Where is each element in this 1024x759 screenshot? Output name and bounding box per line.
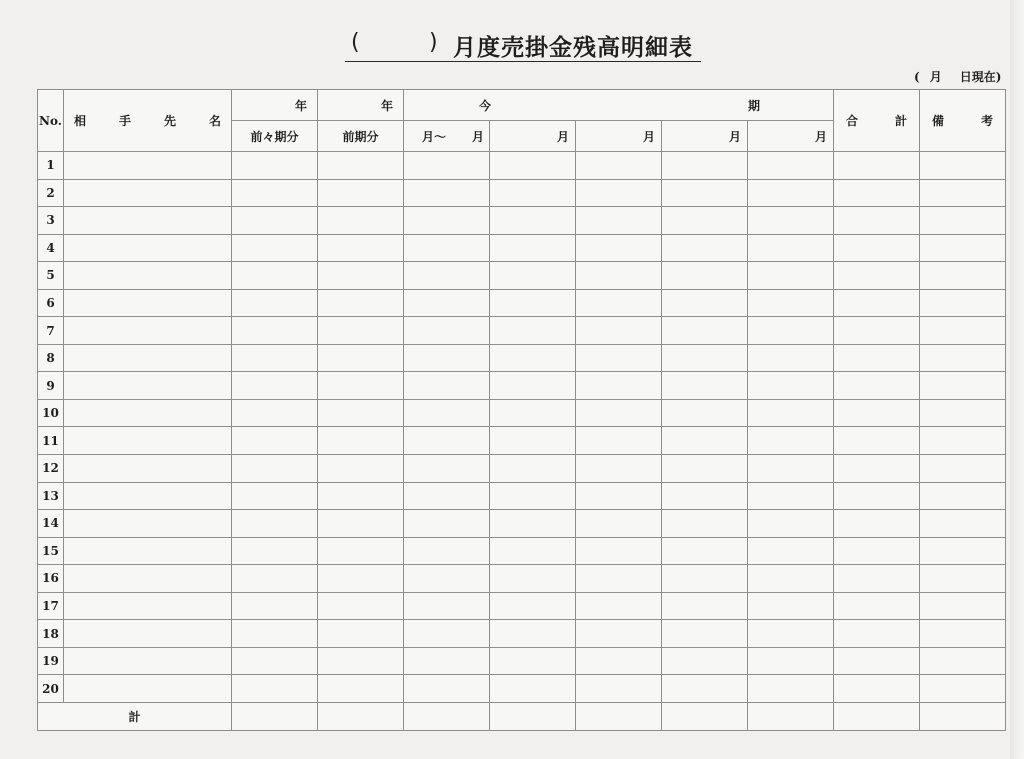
total-cell[interactable] [490, 702, 576, 730]
entry-cell[interactable] [232, 152, 318, 180]
entry-cell[interactable] [404, 620, 490, 648]
entry-cell[interactable] [404, 427, 490, 455]
entry-cell[interactable] [318, 372, 404, 400]
entry-cell[interactable] [662, 647, 748, 675]
entry-cell[interactable] [64, 179, 232, 207]
entry-cell[interactable] [232, 427, 318, 455]
row-number: 13 [38, 482, 64, 510]
entry-cell[interactable] [232, 620, 318, 648]
entry-cell[interactable] [64, 289, 232, 317]
entry-cell[interactable] [834, 510, 920, 538]
entry-cell[interactable] [748, 510, 834, 538]
entry-cell[interactable] [64, 234, 232, 262]
total-cell[interactable] [920, 702, 1006, 730]
entry-cell[interactable] [404, 565, 490, 593]
entry-cell[interactable] [576, 399, 662, 427]
entry-cell[interactable] [404, 234, 490, 262]
entry-cell[interactable] [662, 207, 748, 235]
entry-cell[interactable] [834, 207, 920, 235]
entry-cell[interactable] [404, 537, 490, 565]
header-month-2: 月 [490, 121, 576, 152]
entry-cell[interactable] [576, 179, 662, 207]
entry-cell[interactable] [404, 262, 490, 290]
entry-cell[interactable] [834, 344, 920, 372]
entry-cell[interactable] [748, 344, 834, 372]
entry-cell[interactable] [834, 565, 920, 593]
entry-cell[interactable] [576, 592, 662, 620]
entry-cell[interactable] [490, 537, 576, 565]
entry-cell[interactable] [920, 344, 1006, 372]
entry-cell[interactable] [490, 675, 576, 703]
table-row [38, 372, 1006, 400]
entry-cell[interactable] [318, 152, 404, 180]
entry-cell[interactable] [576, 510, 662, 538]
entry-cell[interactable] [318, 620, 404, 648]
entry-cell[interactable] [920, 207, 1006, 235]
row-number: 6 [38, 289, 64, 317]
table-row [38, 675, 1006, 703]
table-row [38, 262, 1006, 290]
entry-cell[interactable] [64, 647, 232, 675]
entry-cell[interactable] [834, 179, 920, 207]
entry-cell[interactable] [834, 289, 920, 317]
entry-cell[interactable] [662, 565, 748, 593]
header-current-ki: 期 [748, 98, 761, 113]
header-row-1 [38, 90, 1006, 121]
entry-cell[interactable] [662, 179, 748, 207]
total-cell[interactable] [662, 702, 748, 730]
document-title [345, 26, 701, 64]
entry-cell[interactable] [318, 647, 404, 675]
total-cell[interactable] [576, 702, 662, 730]
entry-cell[interactable] [490, 427, 576, 455]
entry-cell[interactable] [748, 427, 834, 455]
header-no: No. [38, 90, 64, 152]
entry-cell[interactable] [576, 372, 662, 400]
header-month-from: 月〜 [422, 129, 447, 144]
entry-cell[interactable] [232, 207, 318, 235]
entry-cell[interactable] [576, 262, 662, 290]
entry-cell[interactable] [920, 399, 1006, 427]
entry-cell[interactable] [662, 620, 748, 648]
entry-cell[interactable] [404, 399, 490, 427]
row-number: 2 [38, 179, 64, 207]
entry-cell[interactable] [920, 152, 1006, 180]
page-edge-shadow [1010, 0, 1024, 759]
entry-cell[interactable] [64, 207, 232, 235]
total-label: 計 [38, 702, 232, 730]
entry-cell[interactable] [490, 510, 576, 538]
entry-cell[interactable] [64, 620, 232, 648]
entry-cell[interactable] [920, 482, 1006, 510]
table-row [38, 344, 1006, 372]
entry-cell[interactable] [64, 317, 232, 345]
entry-cell[interactable] [748, 482, 834, 510]
entry-cell[interactable] [748, 647, 834, 675]
entry-cell[interactable] [318, 675, 404, 703]
table-row [38, 317, 1006, 345]
entry-cell[interactable] [404, 592, 490, 620]
entry-cell[interactable] [920, 262, 1006, 290]
row-number: 18 [38, 620, 64, 648]
entry-cell[interactable] [404, 510, 490, 538]
entry-cell[interactable] [662, 152, 748, 180]
entry-cell[interactable] [920, 179, 1006, 207]
row-number: 3 [38, 207, 64, 235]
entry-cell[interactable] [490, 620, 576, 648]
entry-cell[interactable] [232, 565, 318, 593]
entry-cell[interactable] [920, 234, 1006, 262]
entry-cell[interactable] [576, 482, 662, 510]
as-of-open: ( [914, 70, 920, 84]
entry-cell[interactable] [576, 537, 662, 565]
table-row [38, 537, 1006, 565]
entry-cell[interactable] [318, 262, 404, 290]
entry-cell[interactable] [318, 455, 404, 483]
header-month-3: 月 [576, 121, 662, 152]
entry-cell[interactable] [232, 537, 318, 565]
table-row [38, 592, 1006, 620]
row-number: 12 [38, 455, 64, 483]
entry-cell[interactable] [920, 620, 1006, 648]
entry-cell[interactable] [318, 317, 404, 345]
entry-cell[interactable] [490, 152, 576, 180]
entry-cell[interactable] [318, 482, 404, 510]
row-number: 19 [38, 647, 64, 675]
entry-cell[interactable] [576, 675, 662, 703]
entry-cell[interactable] [662, 482, 748, 510]
table-row [38, 647, 1006, 675]
entry-cell[interactable] [662, 592, 748, 620]
total-row [38, 702, 1006, 730]
header-prev-prev-period: 前々期分 [232, 121, 318, 152]
table-row [38, 289, 1006, 317]
entry-cell[interactable] [920, 372, 1006, 400]
entry-cell[interactable] [318, 289, 404, 317]
entry-cell[interactable] [232, 647, 318, 675]
header-year-1: 年 [232, 90, 318, 121]
entry-cell[interactable] [920, 675, 1006, 703]
entry-cell[interactable] [490, 399, 576, 427]
entry-cell[interactable] [576, 152, 662, 180]
entry-cell[interactable] [662, 510, 748, 538]
entry-cell[interactable] [920, 537, 1006, 565]
entry-cell[interactable] [490, 179, 576, 207]
entry-cell[interactable] [662, 262, 748, 290]
entry-cell[interactable] [576, 317, 662, 345]
entry-cell[interactable] [748, 179, 834, 207]
entry-cell[interactable] [834, 234, 920, 262]
entry-cell[interactable] [834, 620, 920, 648]
entry-cell[interactable] [834, 537, 920, 565]
entry-cell[interactable] [232, 344, 318, 372]
header-year-2: 年 [318, 90, 404, 121]
entry-cell[interactable] [834, 675, 920, 703]
entry-cell[interactable] [64, 427, 232, 455]
table-row [38, 565, 1006, 593]
row-number: 11 [38, 427, 64, 455]
entry-cell[interactable] [64, 510, 232, 538]
entry-cell[interactable] [404, 207, 490, 235]
row-number: 17 [38, 592, 64, 620]
entry-cell[interactable] [920, 427, 1006, 455]
table-row [38, 455, 1006, 483]
entry-cell[interactable] [748, 592, 834, 620]
entry-cell[interactable] [748, 565, 834, 593]
title-underline [345, 61, 701, 62]
entry-cell[interactable] [232, 234, 318, 262]
row-number: 14 [38, 510, 64, 538]
total-cell[interactable] [232, 702, 318, 730]
entry-cell[interactable] [490, 592, 576, 620]
row-number: 7 [38, 317, 64, 345]
entry-cell[interactable] [64, 399, 232, 427]
entry-cell[interactable] [748, 289, 834, 317]
table-row [38, 620, 1006, 648]
entry-cell[interactable] [748, 207, 834, 235]
table-row [38, 207, 1006, 235]
entry-cell[interactable] [232, 317, 318, 345]
entry-cell[interactable] [232, 262, 318, 290]
entry-cell[interactable] [662, 372, 748, 400]
entry-cell[interactable] [404, 482, 490, 510]
entry-cell[interactable] [404, 455, 490, 483]
entry-cell[interactable] [64, 537, 232, 565]
entry-cell[interactable] [490, 344, 576, 372]
entry-cell[interactable] [232, 510, 318, 538]
entry-cell[interactable] [748, 675, 834, 703]
entry-cell[interactable] [834, 317, 920, 345]
entry-cell[interactable] [748, 234, 834, 262]
entry-cell[interactable] [232, 399, 318, 427]
entry-cell[interactable] [318, 344, 404, 372]
entry-cell[interactable] [576, 565, 662, 593]
header-month-to: 月 [472, 129, 485, 144]
title-text: 月度売掛金残高明細表 [453, 35, 693, 61]
table-row [38, 510, 1006, 538]
header-prev-period: 前期分 [318, 121, 404, 152]
row-number: 5 [38, 262, 64, 290]
entry-cell[interactable] [834, 455, 920, 483]
header-month-range [404, 121, 490, 152]
total-cell[interactable] [834, 702, 920, 730]
entry-cell[interactable] [490, 289, 576, 317]
entry-cell[interactable] [490, 482, 576, 510]
entry-cell[interactable] [834, 647, 920, 675]
row-number: 15 [38, 537, 64, 565]
entry-cell[interactable] [232, 289, 318, 317]
entry-cell[interactable] [662, 427, 748, 455]
entry-cell[interactable] [232, 592, 318, 620]
entry-cell[interactable] [490, 317, 576, 345]
table-row [38, 179, 1006, 207]
total-cell[interactable] [748, 702, 834, 730]
entry-cell[interactable] [834, 399, 920, 427]
entry-cell[interactable] [662, 234, 748, 262]
table-row [38, 234, 1006, 262]
entry-cell[interactable] [920, 317, 1006, 345]
header-current-period [404, 90, 834, 121]
entry-cell[interactable] [404, 344, 490, 372]
entry-cell[interactable] [576, 455, 662, 483]
entry-cell[interactable] [576, 647, 662, 675]
table-row [38, 482, 1006, 510]
entry-cell[interactable] [490, 647, 576, 675]
entry-cell[interactable] [318, 592, 404, 620]
entry-cell[interactable] [404, 317, 490, 345]
total-cell[interactable] [318, 702, 404, 730]
table-row [38, 427, 1006, 455]
entry-cell[interactable] [920, 647, 1006, 675]
entry-cell[interactable] [318, 399, 404, 427]
entry-cell[interactable] [834, 152, 920, 180]
entry-cell[interactable] [490, 262, 576, 290]
entry-cell[interactable] [748, 262, 834, 290]
entry-cell[interactable] [748, 620, 834, 648]
row-number: 1 [38, 152, 64, 180]
entry-cell[interactable] [834, 427, 920, 455]
entry-cell[interactable] [662, 317, 748, 345]
entry-cell[interactable] [662, 537, 748, 565]
entry-cell[interactable] [748, 152, 834, 180]
entry-cell[interactable] [404, 675, 490, 703]
entry-cell[interactable] [404, 647, 490, 675]
entry-cell[interactable] [490, 207, 576, 235]
entry-cell[interactable] [834, 262, 920, 290]
entry-cell[interactable] [748, 372, 834, 400]
entry-cell[interactable] [748, 317, 834, 345]
entry-cell[interactable] [232, 179, 318, 207]
entry-cell[interactable] [662, 675, 748, 703]
entry-cell[interactable] [318, 207, 404, 235]
entry-cell[interactable] [232, 455, 318, 483]
entry-cell[interactable] [662, 289, 748, 317]
row-number: 4 [38, 234, 64, 262]
entry-cell[interactable] [64, 592, 232, 620]
entry-cell[interactable] [576, 289, 662, 317]
title-paren-close: ) [429, 30, 438, 55]
entry-cell[interactable] [920, 455, 1006, 483]
entry-cell[interactable] [576, 427, 662, 455]
table-row [38, 399, 1006, 427]
table-row [38, 152, 1006, 180]
entry-cell[interactable] [834, 592, 920, 620]
entry-cell[interactable] [748, 399, 834, 427]
entry-cell[interactable] [490, 372, 576, 400]
entry-cell[interactable] [834, 372, 920, 400]
header-note: 備 考 [920, 90, 1006, 152]
receivables-table [37, 89, 1006, 731]
entry-cell[interactable] [64, 344, 232, 372]
entry-cell[interactable] [64, 372, 232, 400]
as-of-day-label: 日現在) [959, 70, 1002, 84]
total-cell[interactable] [404, 702, 490, 730]
row-number: 10 [38, 399, 64, 427]
as-of-date [914, 68, 1001, 85]
entry-cell[interactable] [748, 537, 834, 565]
entry-cell[interactable] [64, 262, 232, 290]
row-number: 9 [38, 372, 64, 400]
entry-cell[interactable] [576, 207, 662, 235]
entry-cell[interactable] [576, 234, 662, 262]
entry-cell[interactable] [318, 565, 404, 593]
entry-cell[interactable] [64, 565, 232, 593]
entry-cell[interactable] [920, 565, 1006, 593]
entry-cell[interactable] [404, 289, 490, 317]
entry-cell[interactable] [64, 675, 232, 703]
entry-cell[interactable] [318, 510, 404, 538]
entry-cell[interactable] [232, 675, 318, 703]
entry-cell[interactable] [318, 179, 404, 207]
entry-cell[interactable] [318, 537, 404, 565]
header-month-4: 月 [662, 121, 748, 152]
entry-cell[interactable] [490, 234, 576, 262]
entry-cell[interactable] [232, 372, 318, 400]
as-of-month: 月 [929, 70, 942, 84]
header-month-5: 月 [748, 121, 834, 152]
row-number: 16 [38, 565, 64, 593]
entry-cell[interactable] [404, 179, 490, 207]
entry-cell[interactable] [404, 372, 490, 400]
title-paren-open: ( [351, 30, 360, 55]
entry-cell[interactable] [576, 344, 662, 372]
entry-cell[interactable] [318, 427, 404, 455]
entry-cell[interactable] [64, 482, 232, 510]
entry-cell[interactable] [318, 234, 404, 262]
entry-cell[interactable] [64, 152, 232, 180]
header-sum: 合 計 [834, 90, 920, 152]
entry-cell[interactable] [748, 455, 834, 483]
entry-cell[interactable] [662, 455, 748, 483]
entry-cell[interactable] [834, 482, 920, 510]
entry-cell[interactable] [920, 510, 1006, 538]
entry-cell[interactable] [576, 620, 662, 648]
entry-cell[interactable] [662, 344, 748, 372]
entry-cell[interactable] [404, 152, 490, 180]
entry-cell[interactable] [662, 399, 748, 427]
entry-cell[interactable] [490, 565, 576, 593]
entry-cell[interactable] [920, 592, 1006, 620]
header-partner-name: 相 手 先 名 [64, 90, 232, 152]
row-number: 8 [38, 344, 64, 372]
entry-cell[interactable] [490, 455, 576, 483]
entry-cell[interactable] [920, 289, 1006, 317]
header-current-ima: 今 [479, 98, 492, 113]
row-number: 20 [38, 675, 64, 703]
entry-cell[interactable] [232, 482, 318, 510]
entry-cell[interactable] [64, 455, 232, 483]
